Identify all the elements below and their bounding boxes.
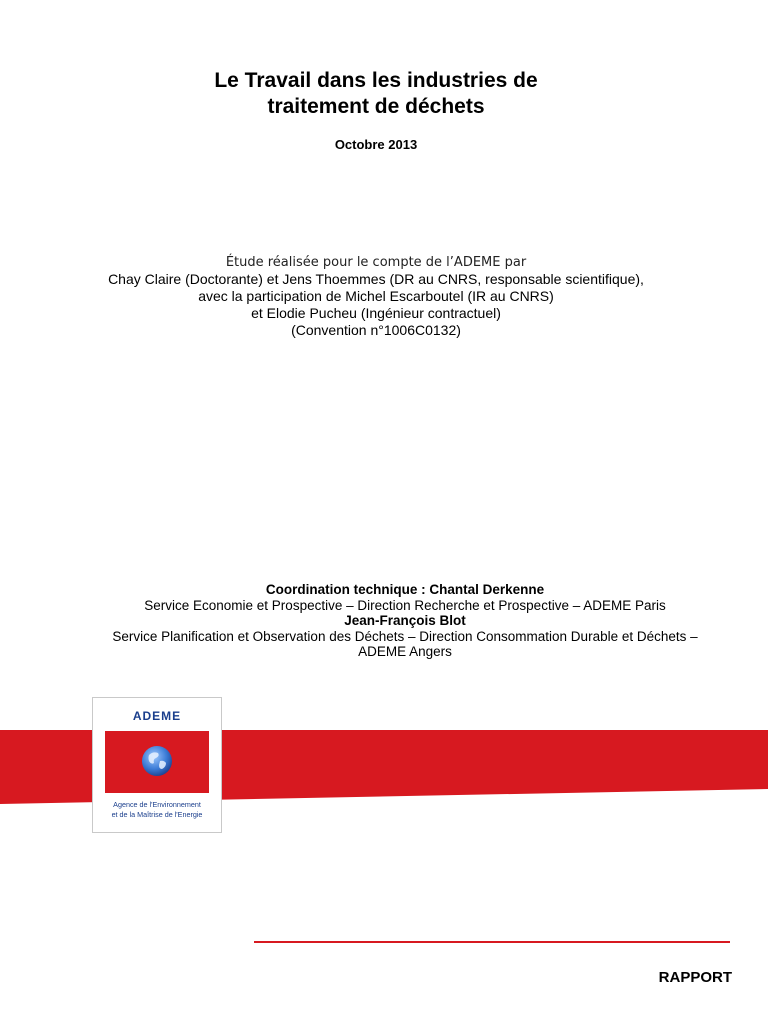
study-intro: Étude réalisée pour le compte de l’ADEME par [225, 255, 527, 270]
coordination-name-2: Jean-François Blot [344, 613, 466, 628]
footer-divider [254, 941, 730, 943]
logo-tagline-2: et de la Maîtrise de l'Energie [111, 810, 203, 819]
document-date: Octobre 2013 [334, 137, 418, 152]
coordination-service-2-cont: ADEME Angers [358, 644, 452, 659]
logo-tagline-1: Agence de l'Environnement [113, 800, 201, 809]
study-authors: Chay Claire (Doctorante) et Jens Thoemmes (DR au CNRS, responsable scientifique), [108, 271, 644, 287]
study-participation-2: et Elodie Pucheu (Ingénieur contractuel) [251, 305, 501, 321]
ademe-logo [92, 697, 222, 833]
title-line-2: traitement de déchets [267, 95, 485, 118]
logo-name: ADEME [132, 709, 182, 723]
coordination-service-2: Service Planification et Observation des Déchets – Direction Consommation Durable et Déchets – [112, 628, 698, 644]
study-participation: avec la participation de Michel Escarboutel (IR au CNRS) [198, 288, 554, 304]
report-label: RAPPORT [658, 969, 732, 986]
logo-tagline [93, 800, 221, 820]
title-line-1: Le Travail dans les industries de [214, 69, 538, 92]
globe-icon [141, 745, 173, 777]
study-convention: (Convention n°1006C0132) [291, 322, 461, 338]
coordination-service-1: Service Economie et Prospective – Direction Recherche et Prospective – ADEME Paris [144, 597, 666, 613]
coordination-heading: Coordination technique : Chantal Derkenne [265, 582, 545, 597]
